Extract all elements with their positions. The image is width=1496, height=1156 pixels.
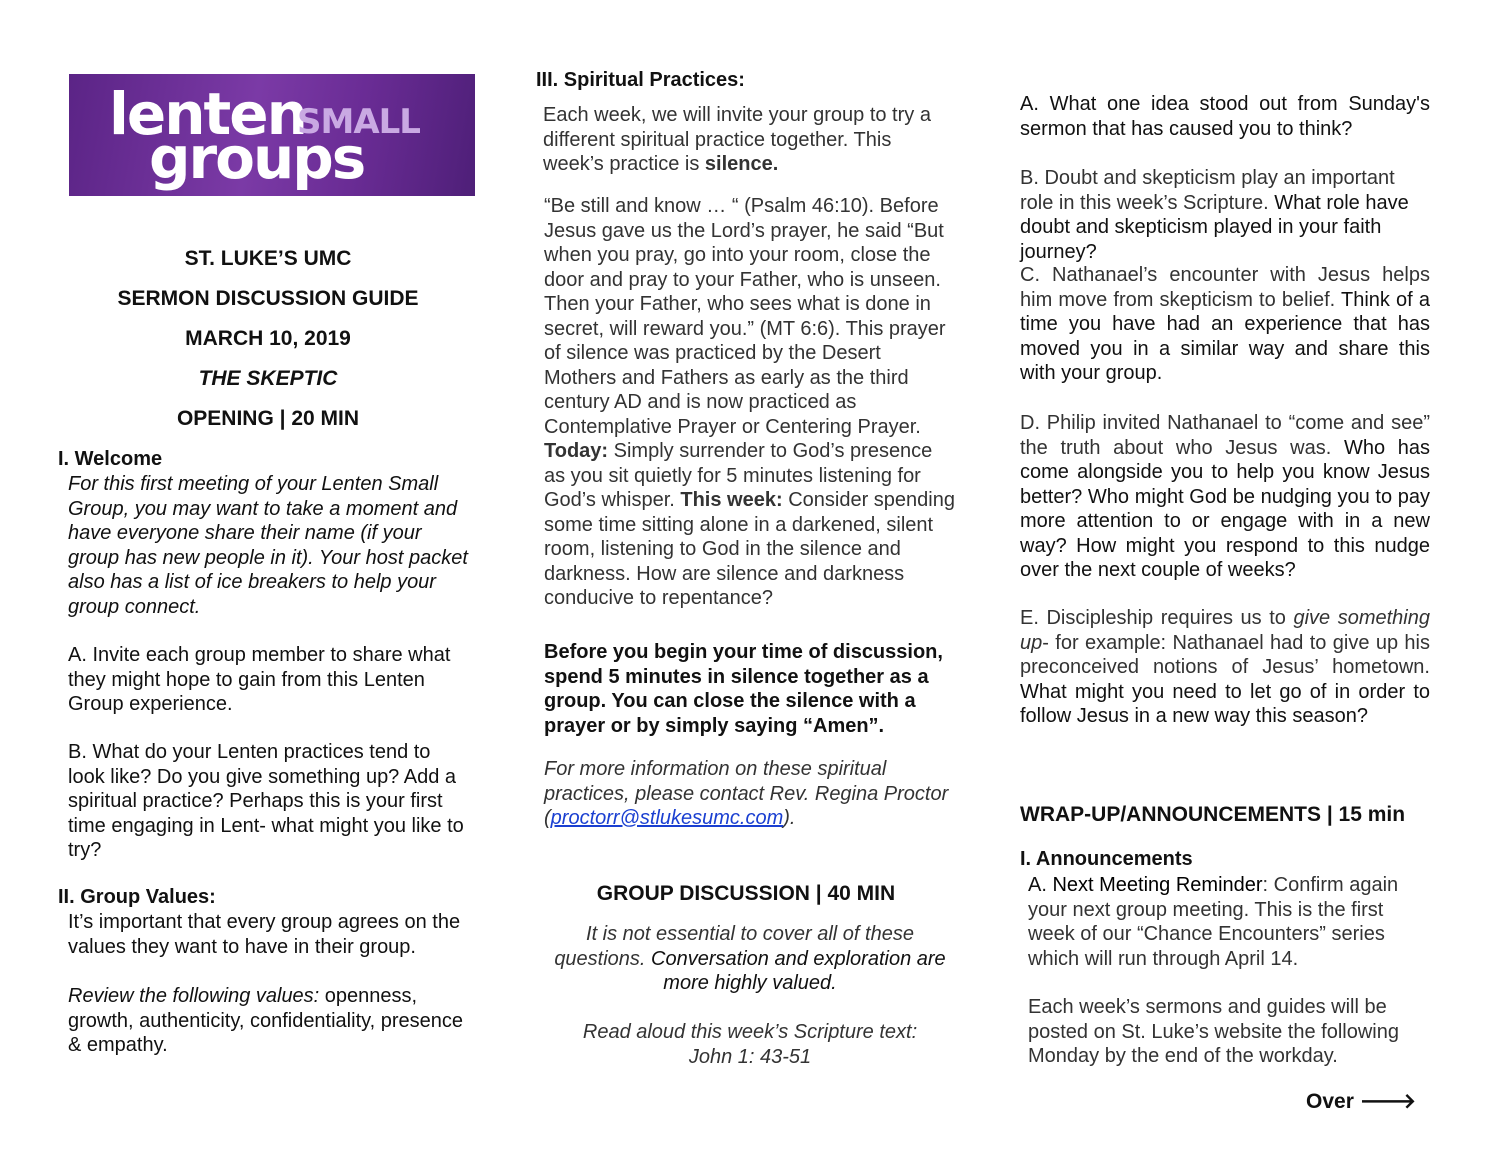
email-link[interactable]: proctorr@stlukesumc.com [550, 807, 784, 829]
question-context: C. Nathanael’s encounter with Jesus helps him move from skepticism to belief. [1020, 264, 1430, 311]
group-discussion-heading: GROUP DISCUSSION | 40 MIN [596, 882, 896, 905]
banner-word-small: SMALL [297, 102, 420, 142]
banner-word-lenten: lenten [109, 80, 306, 148]
welcome-text: For this first meeting of your Lenten Small Group, you may want to take a moment and have everyone share their name (if your group has new people in it). Your host packet also has a list of ice breakers to help your group connect. [68, 473, 468, 618]
question-context: E. Discipleship requires us to [1020, 607, 1294, 629]
arrow-right-icon: 🡒 [1359, 1090, 1417, 1113]
banner-word-groups: groups [149, 124, 365, 192]
question-a-label: A. [68, 644, 93, 666]
question-text: What one idea stood out from Sunday's sermon that has caused you to think? [1020, 93, 1430, 140]
discussion-question-e [1020, 606, 1430, 729]
today-text: Simply surrender to God’s presence as you sit quietly for 5 minutes listening for God’s whisper. [544, 440, 933, 511]
question-context-cont: - for example: Nathanael had to give up his preconceived notions of Jesus’ hometown. [1020, 631, 1430, 678]
today-label: Today: [544, 440, 609, 462]
question-a-welcome [68, 643, 472, 717]
question-text: What might you need to let go of in order to follow Jesus in a new way this season? [1020, 680, 1430, 727]
question-b-label: B. [68, 741, 93, 763]
sermon-title: THE SKEPTIC [198, 367, 338, 390]
opening-heading: OPENING | 20 MIN [176, 407, 360, 430]
practice-description [544, 194, 956, 611]
question-context: D. Philip invited Nathanael to “come and see” the truth about who Jesus was. [1020, 412, 1430, 459]
more-info-text: For more information on these spiritual practices, please contact Rev. Regina Proctor ( [544, 758, 949, 829]
over-indicator [1306, 1089, 1416, 1114]
review-values [68, 984, 478, 1058]
church-name: ST. LUKE’S UMC [184, 247, 352, 270]
question-text: Think of a time you have had an experience that has moved you in a similar way and share this with your group. [1020, 288, 1431, 384]
announcement-text: : Confirm again your next group meeting. This is the first week of our “Chance Encounters” series which will run through April 14. [1028, 874, 1399, 970]
announcements-heading: I. Announcements [1020, 848, 1193, 870]
welcome-heading: I. Welcome [58, 448, 163, 470]
scripture-reference: John 1: 43-51 [688, 1046, 812, 1068]
group-values-text: It’s important that every group agrees on the values they want to have in their group. [68, 911, 461, 958]
discussion-note [544, 922, 956, 996]
question-b-welcome [68, 740, 472, 863]
practice-intro-text: Each week, we will invite your group to try a different spiritual practice together. This week’s practice is [543, 104, 931, 175]
over-label: Over [1306, 1090, 1360, 1113]
question-label: A. [1020, 93, 1050, 115]
practice-intro [543, 103, 956, 177]
announcement-title: Next Meeting Reminder [1052, 874, 1263, 896]
discussion-note-text: It is not essential to cover all of these questions. [554, 923, 914, 970]
lenten-small-groups-banner [69, 74, 475, 196]
wrap-up-heading: WRAP-UP/ANNOUNCEMENTS | 15 min [1020, 803, 1406, 826]
practice-description-text: “Be still and know … “ (Psalm 46:10). Before Jesus gave us the Lord’s prayer, he said “But when you pray, go into your room, close the door and pray to your Father, who is unseen. Then your Father, who sees what is done in secret, will reward you.” (MT 6:6). This prayer of silence was practiced by the Desert Mothers and Fathers as early as the third century AD and is now practiced as Contemplative Prayer or Centering Prayer. [544, 195, 946, 438]
discussion-question-c [1020, 263, 1430, 386]
guide-title: SERMON DISCUSSION GUIDE [117, 287, 419, 310]
question-text: Who has come alongside you to help you know Jesus better? Who might God be nudging you to pay more attention to or engage with in a new way? How might you respond to this nudge over the next couple of weeks? [1020, 436, 1430, 581]
question-text: What role have doubt and skepticism played in your faith journey? [1020, 191, 1409, 263]
practice-name: silence. [704, 153, 779, 175]
before-discussion-text: Before you begin your time of discussion, spend 5 minutes in silence together as a group. You can close the silence with a prayer or by simply saying “Amen”. [544, 641, 943, 737]
question-b-text: What do your Lenten practices tend to look like? Do you give something up? Add a spiritual practice? Perhaps this is your first time engaging in Lent- what might you like to try? [68, 741, 464, 861]
read-aloud-text: Read aloud this week’s Scripture text: [582, 1021, 918, 1043]
next-meeting-reminder [1028, 873, 1430, 971]
discussion-question-b [1020, 166, 1430, 264]
discussion-question-a [1020, 92, 1430, 141]
spiritual-practices-heading: III. Spiritual Practices: [536, 69, 745, 91]
announcement-label: A. [1028, 874, 1053, 896]
more-info-end: ). [783, 807, 796, 829]
review-values-list: openness, growth, authenticity, confidentiality, presence & empathy. [68, 985, 464, 1056]
discussion-note-emphasis: Conversation and exploration are more highly valued. [651, 947, 946, 994]
question-a-text: Invite each group member to share what they might hope to gain from this Lenten Group experience. [68, 644, 451, 715]
review-values-lead: Review the following values: [68, 985, 320, 1007]
more-info [544, 757, 956, 831]
this-week-label: This week: [680, 489, 783, 511]
guide-date: MARCH 10, 2019 [185, 327, 351, 350]
this-week-text: Consider spending some time sitting alone in a darkened, silent room, listening to God in the silence and darkness. How are silence and darkness conducive to repentance? [544, 489, 955, 609]
sermons-posted-note: Each week’s sermons and guides will be posted on St. Luke’s website the following Monday by the end of the workday. [1028, 996, 1399, 1067]
group-values-heading: II. Group Values: [58, 886, 216, 908]
question-context: B. Doubt and skepticism play an important role in this week’s Scripture. [1020, 167, 1395, 214]
discussion-question-d [1020, 411, 1430, 583]
question-emphasis: give something up [1020, 607, 1430, 654]
